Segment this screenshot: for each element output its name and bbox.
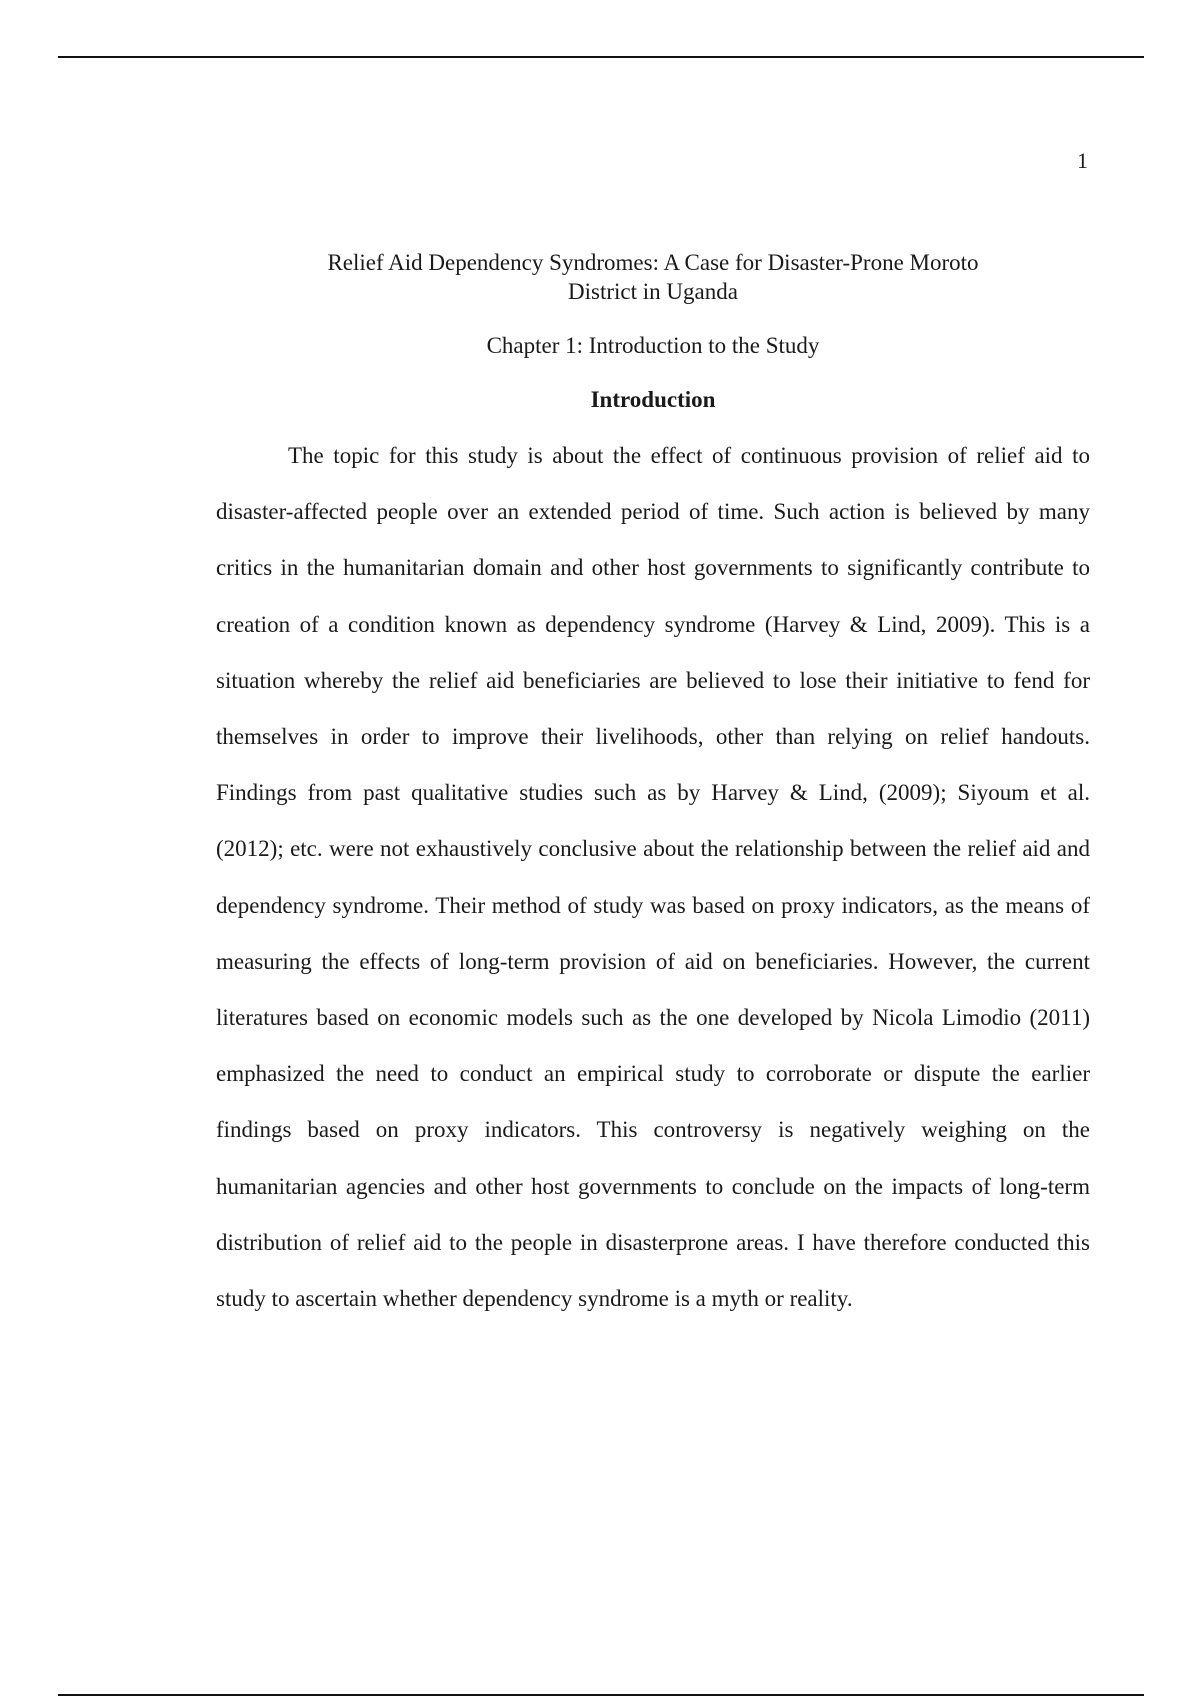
chapter-heading: Chapter 1: Introduction to the Study	[486, 333, 820, 358]
document-title-line-2: District in Uganda	[568, 279, 738, 304]
footer-rule	[58, 1694, 1144, 1696]
document-title	[216, 248, 1090, 306]
intro-paragraph: The topic for this study is about the effect of continuous provision of relief aid to disaster-affected people over an extended period of time. Such action is believed by many critics in the humanitarian domain and other host governments to significantly contribute to creation of a condition known as dependency syndrome (Harvey & Lind, 2009). This is a situation whereby the relief aid beneficiaries are believed to lose their initiative to fend for themselves in order to improve their livelihoods, other than relying on relief handouts. Findings from past qualitative studies such as by Harvey & Lind, (2009); Siyoum et al. (2012); etc. were not exhaustively conclusive about the relationship between the relief aid and dependency syndrome. Their method of study was based on proxy indicators, as the means of measuring the effects of long-term provision of aid on beneficiaries. However, the current literatures based on economic models such as the one developed by Nicola Limodio (2011) emphasized the need to conduct an empirical study to corroborate or dispute the earlier findings based on proxy indicators. This controversy is negatively weighing on the humanitarian agencies and other host governments to conclude on the impacts of long-term distribution of relief aid to the people in disasterprone areas. I have therefore conducted this study to ascertain whether dependency syndrome is a myth or reality.	[216, 443, 1090, 1312]
page-number: 1	[1077, 148, 1088, 173]
header-rule	[58, 56, 1144, 58]
document-body	[216, 248, 1090, 1327]
section-heading: Introduction	[590, 387, 716, 412]
document-title-line-1: Relief Aid Dependency Syndromes: A Case for Disaster-Prone Moroto	[327, 250, 979, 275]
